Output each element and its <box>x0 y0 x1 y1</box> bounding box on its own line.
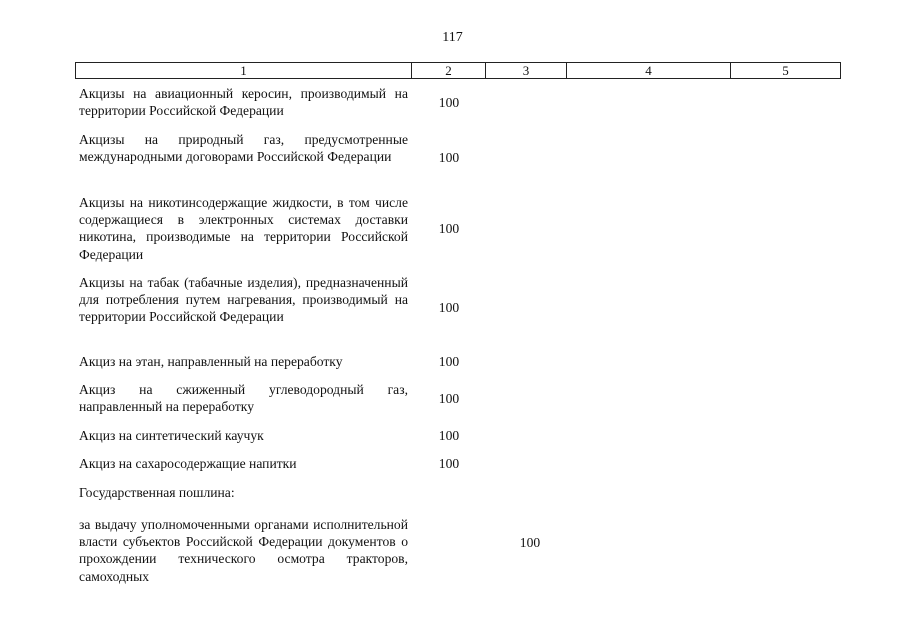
row-value-col3: 100 <box>519 535 541 550</box>
column-header-3: 3 <box>486 63 567 79</box>
column-header-4: 4 <box>567 63 731 79</box>
row-name: Акцизы на природный газ, предусмотренные международными договорами Российской Федерации <box>79 132 408 165</box>
row-value-col2: 100 <box>438 300 460 315</box>
row-value-col2: 100 <box>438 150 460 165</box>
row-value-col2: 100 <box>438 221 460 236</box>
row-value-col2: 100 <box>438 95 460 110</box>
row-value-col2: 100 <box>438 354 460 369</box>
row-name: Акциз на сахаросодержащие напитки <box>79 456 297 471</box>
row-name: Акцизы на авиационный керосин, производимый на территории Российской Федерации <box>79 86 408 119</box>
row-name: Государственная пошлина: <box>79 485 235 500</box>
row-name: за выдачу уполномоченными органами исполнительной власти субъектов Российской Федерации документов о прохождении технического осмотра тракторов, самоходных <box>79 517 408 584</box>
row-name: Акцизы на табак (табачные изделия), предназначенный для потребления путем нагревания, производимый на территории Российской Федерации <box>79 275 408 325</box>
row-value-col2: 100 <box>438 391 460 406</box>
page-number: 117 <box>442 30 463 45</box>
column-header-5: 5 <box>731 63 841 79</box>
row-name: Акциз на этан, направленный на переработку <box>79 354 343 369</box>
row-value-col2: 100 <box>438 428 460 443</box>
column-header-2: 2 <box>412 63 486 79</box>
row-name: Акцизы на никотинсодержащие жидкости, в том числе содержащиеся в электронных системах доставки никотина, производимые на территории Российской Федерации <box>79 195 408 262</box>
row-name: Акциз на синтетический каучук <box>79 428 264 443</box>
row-value-col2: 100 <box>438 456 460 471</box>
column-header-table <box>75 62 841 79</box>
column-header-1: 1 <box>76 63 412 79</box>
row-name: Акциз на сжиженный углеводородный газ, направленный на переработку <box>79 382 408 415</box>
